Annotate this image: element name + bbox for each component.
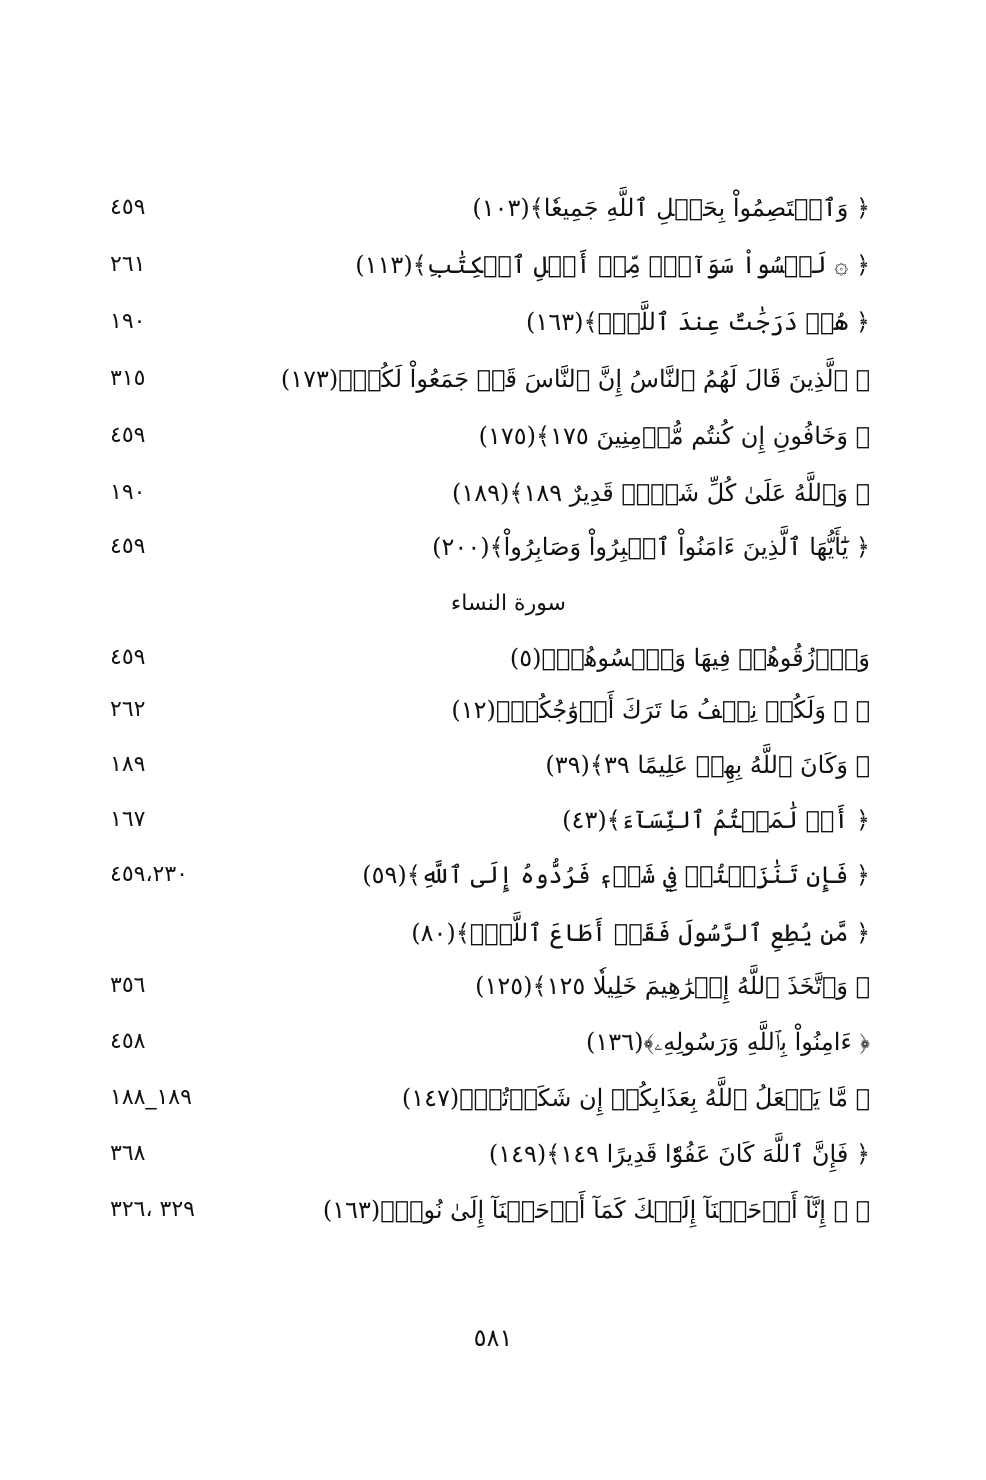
index-entry bbox=[100, 855, 870, 895]
verse-text: ﴿ وَٱعۡتَصِمُواْ بِحَبۡلِ ٱللَّهِ جَمِيعٗا﴾(١٠٣) bbox=[472, 194, 870, 222]
page-reference: ٢٦١ bbox=[110, 252, 146, 277]
page-reference: ٤٥٩،٢٣٠ bbox=[110, 862, 188, 887]
index-entry bbox=[100, 913, 870, 953]
section-title: سورة النساء bbox=[450, 591, 566, 616]
verse-text: وَٱرۡزُقُوهُمۡ فِيهَا وَٱكۡسُوهُمۡ﴾(٥) bbox=[509, 644, 870, 672]
page-reference: ٤٥٨ bbox=[110, 1029, 146, 1054]
page-reference: ٤٥٩ bbox=[110, 534, 146, 559]
page-reference: ٣١٥ bbox=[110, 366, 146, 391]
verse-text: ﴿ مَّن يُطِعِ ٱلرَّسُولَ فَقَدۡ أَطَاعَ ٱللَّهَۖ﴾(٨٠) bbox=[411, 919, 870, 947]
verse-text: ﴿ هُمۡ دَرَجَٰتٌ عِندَ ٱللَّهِۗ﴾(١٦٣) bbox=[526, 308, 870, 336]
page-reference: ١٩٠ bbox=[110, 480, 146, 505]
page-reference: ١٨٩ bbox=[110, 752, 146, 777]
index-entry bbox=[100, 966, 870, 1006]
verse-text: ﴿ فَإِنَّ ٱللَّهَ كَانَ عَفُوّٗا قَدِيرًا ١٤٩﴾(١٤٩) bbox=[488, 1140, 870, 1168]
index-entry bbox=[100, 245, 870, 285]
verse-text: ﴿ ۞ لَيۡسُواْ سَوَآءٗۗ مِّنۡ أَهۡلِ ٱلۡكِتَٰبِ﴾(١١٣) bbox=[355, 251, 870, 279]
page-reference: ٤٥٩ bbox=[110, 423, 146, 448]
index-entry bbox=[100, 1190, 870, 1230]
index-entry bbox=[100, 527, 870, 567]
index-entry bbox=[100, 473, 870, 513]
verse-text: ﴿ ءَامِنُواْ بِٱللَّهِ وَرَسُولِهِۦ﴾(١٣٦) bbox=[586, 1028, 870, 1056]
verse-text: ﴿ مَّا يَفۡعَلُ ٱللَّهُ بِعَذَابِكُمۡ إِن شَكَرۡتُمۡ﴾(١٤٧) bbox=[401, 1084, 870, 1112]
verse-text: ﴿ وَٱتَّخَذَ ٱللَّهُ إِبۡرَٰهِيمَ خَلِيلٗا ١٢٥﴾(١٢٥) bbox=[475, 972, 870, 1000]
page-reference: ٤٥٩ bbox=[110, 195, 146, 220]
index-entry bbox=[100, 359, 870, 399]
page-reference: ١٩٠ bbox=[110, 309, 146, 334]
index-entry bbox=[100, 1022, 870, 1062]
verse-text: ﴿ فَإِن تَنَٰزَعۡتُمۡ فِي شَيۡءٖ فَرُدُّوهُ إِلَى ٱللَّهِ﴾(٥٩) bbox=[362, 861, 870, 889]
verse-text: ﴿ أَوۡ لَٰمَسۡتُمُ ٱلنِّسَآءَ﴾(٤٣) bbox=[562, 806, 870, 834]
verse-text: ﴿ وَكَانَ ٱللَّهُ بِهِمۡ عَلِيمًا ٣٩﴾(٣٩) bbox=[545, 751, 870, 779]
index-entry bbox=[100, 690, 870, 730]
verse-text: ﴿ وَخَافُونِ إِن كُنتُم مُّؤۡمِنِينَ ١٧٥﴾(١٧٥) bbox=[478, 422, 870, 450]
index-entry bbox=[100, 800, 870, 840]
page-number: ٥٨١ bbox=[473, 1324, 513, 1352]
index-entry bbox=[100, 302, 870, 342]
page-reference: ٣٦٨ bbox=[110, 1141, 146, 1166]
page-reference: ١٨٩_١٨٨ bbox=[110, 1085, 192, 1110]
index-entry bbox=[100, 1078, 870, 1118]
page-reference: ٣٢٩ ،٣٢٦ bbox=[110, 1197, 195, 1222]
verse-text: ﴿ ۞ وَلَكُمۡ نِصۡفُ مَا تَرَكَ أَزۡوَٰجُكُمۡ﴾(١٢) bbox=[451, 696, 870, 724]
verse-text: ﴿ يَٰٓأَيُّهَا ٱلَّذِينَ ءَامَنُواْ ٱصۡبِرُواْ وَصَابِرُواْ﴾(٢٠٠) bbox=[432, 533, 870, 561]
page-reference: ٢٦٢ bbox=[110, 697, 146, 722]
page-reference: ٤٥٩ bbox=[110, 645, 146, 670]
verse-text: ﴿ ٱلَّذِينَ قَالَ لَهُمُ ٱلنَّاسُ إِنَّ ٱلنَّاسَ قَدۡ جَمَعُواْ لَكُمۡ﴾(١٧٣) bbox=[280, 365, 870, 393]
index-entry bbox=[100, 416, 870, 456]
verse-text: ﴿ ۞ إِنَّآ أَوۡحَيۡنَآ إِلَيۡكَ كَمَآ أَوۡحَيۡنَآ إِلَىٰ نُوحٖ﴾(١٦٣) bbox=[322, 1196, 870, 1224]
page-reference: ٣٥٦ bbox=[110, 973, 146, 998]
page-reference: ١٦٧ bbox=[110, 807, 146, 832]
index-entry bbox=[100, 188, 870, 228]
verse-text: ﴿ وَٱللَّهُ عَلَىٰ كُلِّ شَيۡءٖ قَدِيرٌ ١٨٩﴾(١٨٩) bbox=[451, 479, 870, 507]
index-entry bbox=[100, 745, 870, 785]
index-entry bbox=[100, 638, 870, 678]
index-entry bbox=[100, 1134, 870, 1174]
